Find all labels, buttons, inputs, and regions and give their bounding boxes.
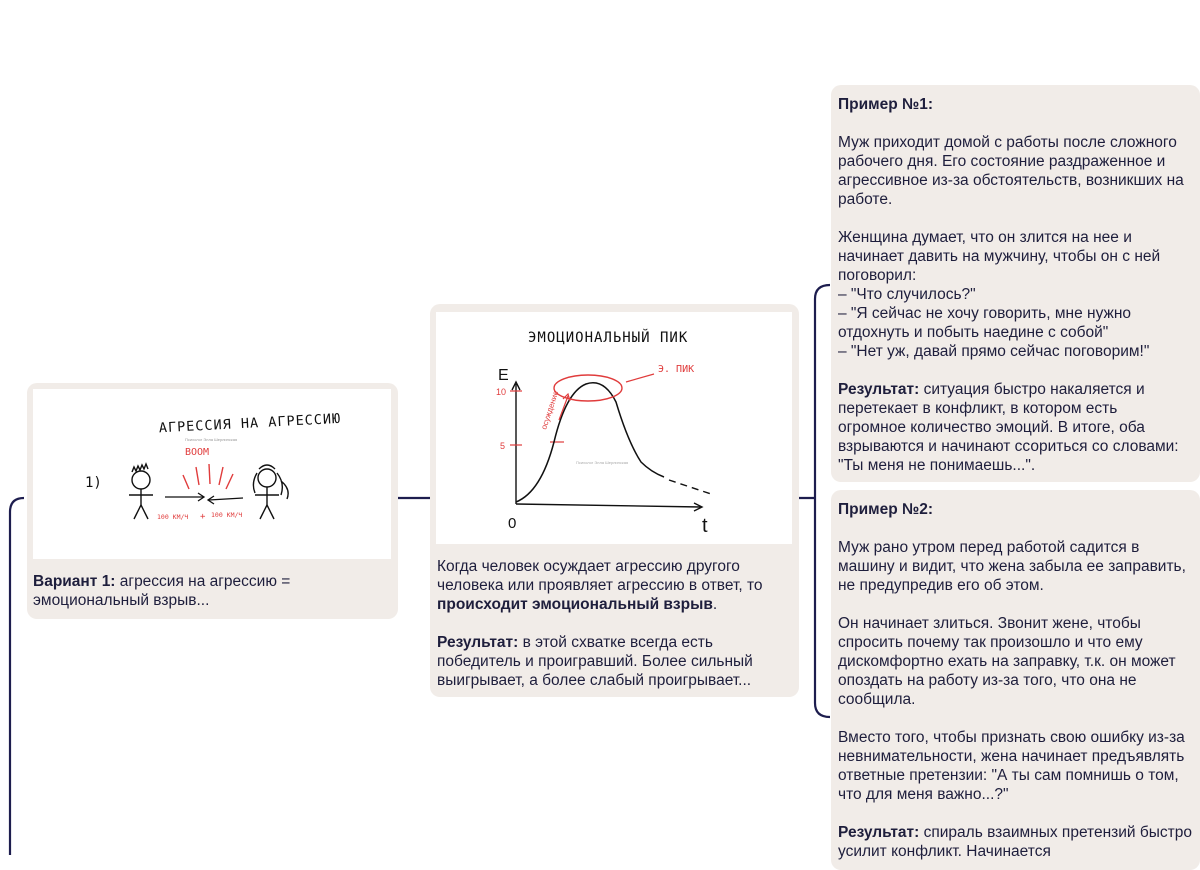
collision-arrows <box>165 493 243 504</box>
example-1-card[interactable] <box>831 85 1200 482</box>
peak-description: Когда человек осуждает агрессию другого человека или проявляет агрессию в ответ, то происходит эмоциональный взрыв. <box>437 558 763 613</box>
example-2-paragraph-1: Муж рано утром перед работой садится в машину и видит, что жена забыла ее заправить, не предупредив его об этом. <box>838 539 1186 594</box>
emotion-curve-tail <box>669 480 711 494</box>
connector-bracket <box>815 285 830 717</box>
peak-result <box>437 633 789 690</box>
sketch-number: 1) <box>85 475 102 491</box>
condemn-arrow <box>559 394 570 420</box>
tick-5-label: 5 <box>500 441 506 451</box>
example-1-result-label: Результат: <box>838 381 920 398</box>
tick-10-label: 10 <box>496 387 507 397</box>
emotional-peak-chart-image <box>436 312 792 544</box>
stick-figure-left <box>129 464 153 519</box>
example-1-paragraph-1: Муж приходит домой с работы после сложного рабочего дня. Его состояние раздраженное и агрессивное из-за обстоятельств, возникших на работе. <box>838 134 1184 208</box>
boom-rays <box>183 464 233 489</box>
chart-title: ЭМОЦИОНАЛЬНЫЙ ПИК <box>528 330 689 346</box>
peak-label: Э. ПИК <box>658 364 695 375</box>
connector-root-branch <box>10 498 24 855</box>
condemn-label: осуждение <box>539 389 561 431</box>
sketch-watermark: Психолог Элла Шерлинская <box>185 437 238 442</box>
example-1-dialogue-line: – "Нет уж, давай прямо сейчас поговорим!" <box>838 343 1150 360</box>
chart-axes <box>512 382 702 511</box>
example-1-dialogue <box>838 228 1188 361</box>
example-2-result <box>838 823 1193 861</box>
example-2-paragraph-2: Он начинает злиться. Звонит жене, чтобы спросить почему так произошло и что ему дискомфортно ехать на заправку, т.к. он может опоздать на работу из-за того, что она не сообщила. <box>838 615 1176 708</box>
example-2-result-text: спираль взаимных претензий быстро усилит конфликт. Начинается <box>838 824 1192 860</box>
peak-pointer <box>626 374 654 382</box>
peak-emphasis: происходит эмоциональный взрыв <box>437 596 713 613</box>
chart-watermark: Психолог Элла Шерлинская <box>576 460 629 465</box>
stick-figure-right <box>253 465 288 519</box>
example-2-title: Пример №2: <box>838 501 934 518</box>
axis-y-label: E <box>498 367 509 384</box>
example-1-dialogue-line: – "Я сейчас не хочу говорить, мне нужно отдохнуть и побыть наедине с собой" <box>838 305 1132 341</box>
example-1-title: Пример №1: <box>838 96 934 113</box>
speed-right: 100 КМ/Ч <box>211 511 243 519</box>
example-2-result-label: Результат: <box>838 824 920 841</box>
aggression-sketch-image <box>33 389 391 559</box>
example-1-dialogue-line: – "Что случилось?" <box>838 286 976 303</box>
example-1-result <box>838 380 1188 475</box>
peak-result-label: Результат: <box>437 634 519 651</box>
speed-left: 100 КМ/Ч <box>157 513 189 521</box>
example-1-dialogue-line: Женщина думает, что он злится на нее и начинает давить на мужчину, чтобы он с ней поговорил: <box>838 229 1161 284</box>
sketch-boom: BOOM <box>185 447 210 458</box>
origin-label: 0 <box>508 515 517 532</box>
speed-plus: + <box>200 512 206 522</box>
example-2-card[interactable] <box>831 490 1200 870</box>
emotional-peak-caption <box>437 557 789 690</box>
peak-result-text: в этой схватке всегда есть победитель и проигравший. Более сильный выигрывает, а более слабый проигрывает... <box>437 634 753 689</box>
example-1-result-text: ситуация быстро накаляется и перетекает в конфликт, в котором есть огромное количество эмоций. В итоге, оба взрываются и начинают ссориться со словами: "Ты меня не понимаешь...". <box>838 381 1179 474</box>
variant-1-card[interactable] <box>27 383 398 619</box>
sketch-title: АГРЕССИЯ НА АГРЕССИЮ <box>158 410 342 437</box>
variant-1-label: Вариант 1: <box>33 573 116 590</box>
axis-x-label: t <box>702 515 708 537</box>
variant-1-text: агрессия на агрессию = эмоциональный взрыв... <box>33 573 291 609</box>
emotional-peak-card[interactable] <box>430 304 799 697</box>
variant-1-caption <box>33 572 373 610</box>
example-2-paragraph-3: Вместо того, чтобы признать свою ошибку из-за невнимательности, жена начинает предъявлять ответные претензии: "А ты сам помнишь о том, что для меня важно...?" <box>838 729 1185 803</box>
